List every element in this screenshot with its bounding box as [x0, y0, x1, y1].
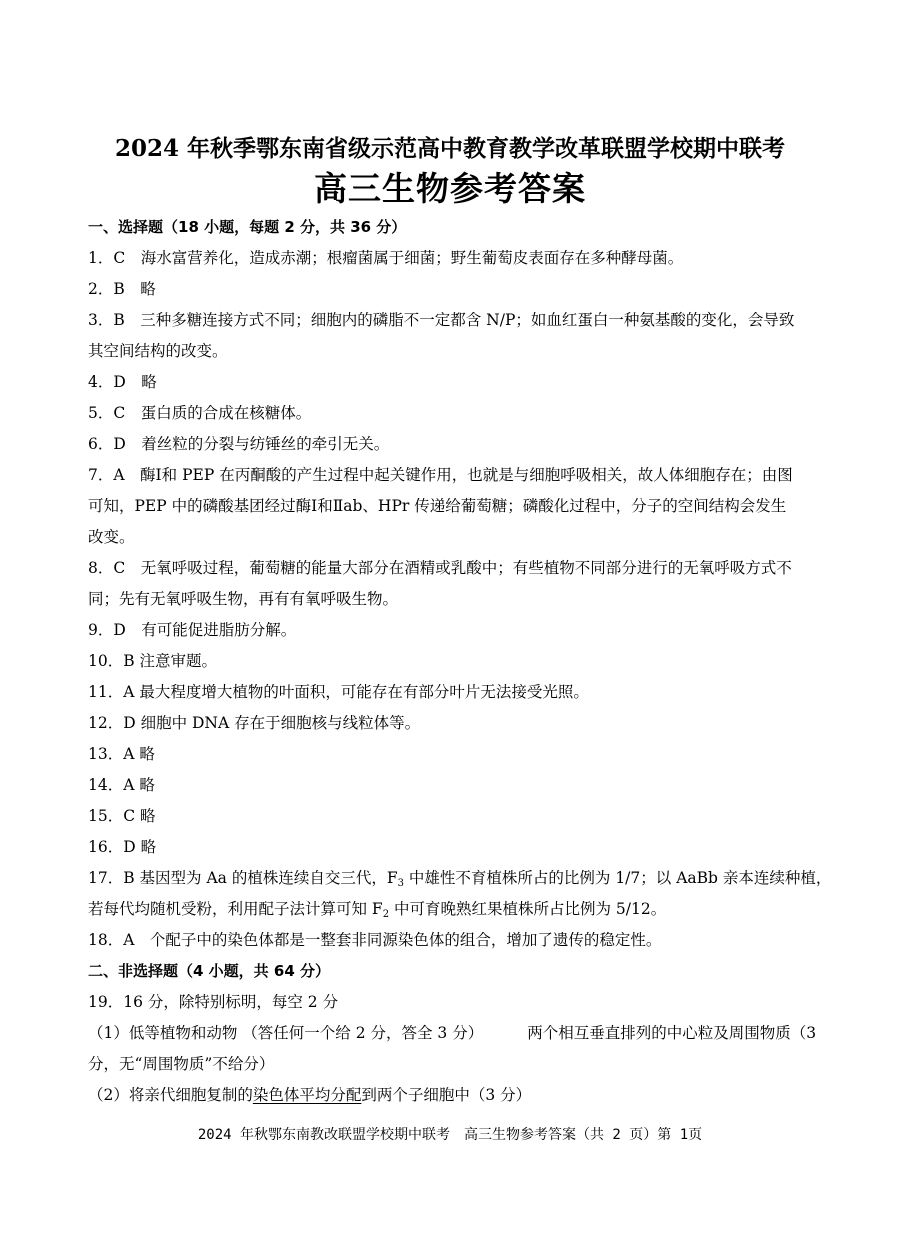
q19-part1-a: （1）低等植物和动物 （答任何一个给 2 分，答全 3 分）	[88, 1024, 484, 1042]
answer-q17-line2	[88, 894, 863, 925]
answer-q14: 14．A 略	[88, 776, 155, 794]
answer-q9: 9．D 有可能促进脂肪分解。	[88, 621, 297, 639]
exam-title: 2024 年秋季鄂东南省级示范高中教育教学改革联盟学校期中联考	[114, 135, 786, 162]
answer-content	[88, 212, 863, 1111]
q19-part1-b: 两个相互垂直排列的中心粒及周围物质（3	[527, 1024, 817, 1042]
answer-q15: 15．C 略	[88, 807, 156, 825]
page-title: 高三生物参考答案	[314, 169, 586, 208]
answer-q16: 16．D 略	[88, 838, 157, 856]
section-heading-choice: 一、选择题（18 小题，每题 2 分，共 36 分）	[88, 218, 407, 236]
q19-part2-underlined: 染色体平均分配	[252, 1086, 362, 1104]
answer-q10: 10．B 注意审题。	[88, 652, 218, 670]
answer-q3-line1: 3．B 三种多糖连接方式不同；细胞内的磷脂不一定都含 N/P；如血红蛋白一种氨基酸的变化，会导致	[88, 311, 795, 329]
answer-q2: 2．B 略	[88, 280, 156, 298]
answer-q12: 12．D 细胞中 DNA 存在于细胞核与线粒体等。	[88, 714, 421, 732]
answer-q7-line2: 可知，PEP 中的磷酸基团经过酶Ⅰ和Ⅱab、HPr 传递给葡萄糖；磷酸化过程中，分子的空间结构会发生	[88, 497, 787, 515]
q17-text-4: 中可育晚熟红果植株所占比例为 5/12。	[389, 900, 667, 918]
q17-text-3: 若每代均随机受粉，利用配子法计算可知 F	[88, 900, 383, 918]
answer-q19-part1-line2: 分，无“周围物质”不给分）	[88, 1055, 275, 1073]
answer-q13: 13．A 略	[88, 745, 155, 763]
q19-part2-post: 到两个子细胞中（3 分）	[361, 1086, 532, 1104]
answer-q18: 18．A 个配子中的染色体都是一整套非同源染色体的组合，增加了遗传的稳定性。	[88, 931, 662, 949]
answer-q19-part2	[88, 1080, 863, 1111]
q17-subscript-1: 3	[397, 878, 404, 889]
answer-q11: 11．A 最大程度增大植物的叶面积，可能存在有部分叶片无法接受光照。	[88, 683, 589, 701]
answer-q8-line2: 同；先有无氧呼吸生物，再有有氧呼吸生物。	[88, 590, 399, 608]
answer-q6: 6．D 着丝粒的分裂与纺锤丝的牵引无关。	[88, 435, 390, 453]
answer-q8-line1: 8．C 无氧呼吸过程，葡萄糖的能量大部分在酒精或乳酸中；有些植物不同部分进行的无氧呼吸方式不	[88, 559, 792, 577]
q19-part2-pre: （2）将亲代细胞复制的	[88, 1086, 253, 1104]
q17-subscript-2: 2	[382, 909, 390, 920]
answer-q19-part1-line1	[88, 1018, 863, 1049]
answer-q19-header: 19．16 分，除特别标明，每空 2 分	[88, 993, 339, 1011]
answer-q4: 4．D 略	[88, 373, 157, 391]
answer-q7-line3: 改变。	[88, 528, 135, 546]
q17-text-1: 17．B 基因型为 Aa 的植株连续自交三代，F	[88, 869, 398, 887]
page-footer: 2024 年秋鄂东南教改联盟学校期中联考 高三生物参考答案（共 2 页）第 1页	[197, 1127, 703, 1143]
answer-q3-line2: 其空间结构的改变。	[88, 342, 228, 360]
answer-q17-line1	[88, 863, 863, 894]
answer-q5: 5．C 蛋白质的合成在核糖体。	[88, 404, 312, 422]
answer-q7-line1: 7．A 酶Ⅰ和 PEP 在丙酮酸的产生过程中起关键作用，也就是与细胞呼吸相关，故人体细胞存在；由图	[88, 466, 793, 484]
q17-text-2: 中雄性不育植株所占的比例为 1/7；以 AaBb 亲本连续种植，	[403, 869, 832, 887]
answer-q1: 1．C 海水富营养化，造成赤潮；根瘤菌属于细菌；野生葡萄皮表面存在多种酵母菌。	[88, 249, 684, 267]
section-heading-nonchoice: 二、非选择题（4 小题，共 64 分）	[88, 962, 330, 980]
